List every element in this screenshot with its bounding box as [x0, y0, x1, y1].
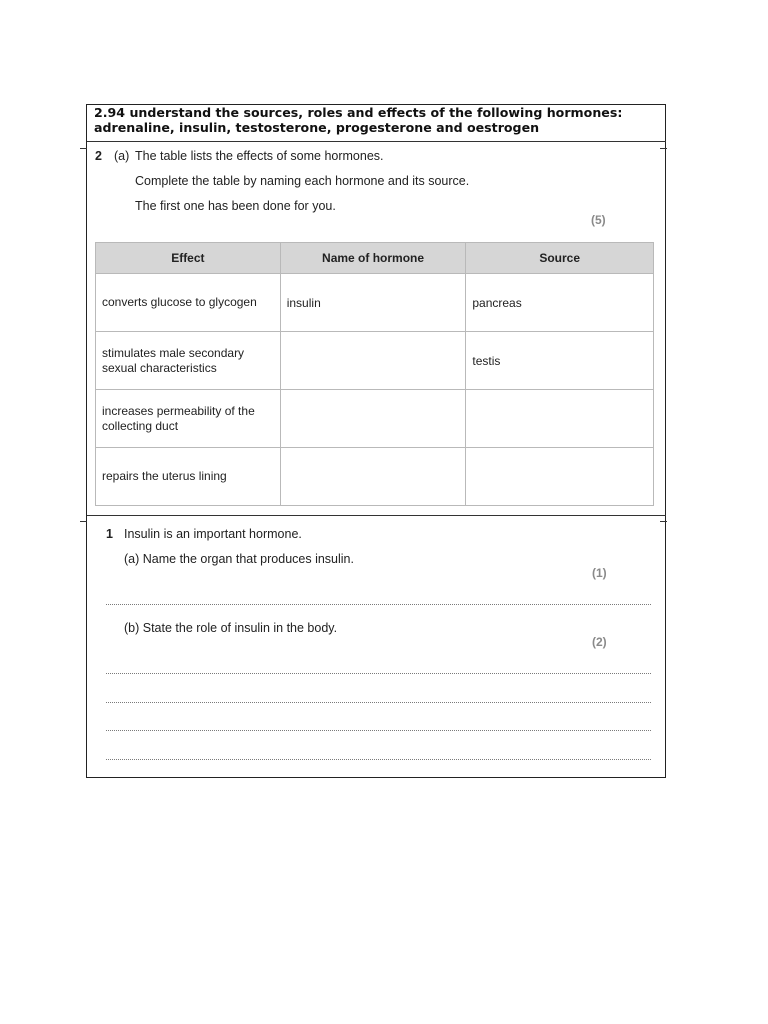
- effect-cell: [96, 448, 281, 506]
- answer-line-1b[interactable]: [106, 730, 651, 731]
- effect-cell: [96, 390, 281, 448]
- answer-line-1b[interactable]: [106, 673, 651, 674]
- effect-text: sexual characteristics: [102, 360, 217, 375]
- question-1a-marks: (1): [592, 566, 607, 580]
- question-1b-marks: (2): [592, 635, 607, 649]
- table-header-row: [96, 243, 654, 274]
- source-cell[interactable]: [466, 448, 654, 506]
- margin-tick: [80, 148, 87, 149]
- table-row: [96, 274, 654, 332]
- question-2-marks: (5): [591, 213, 606, 227]
- table-row: [96, 390, 654, 448]
- effect-text: repairs the uterus lining: [102, 469, 227, 483]
- effect-text: increases permeability of the: [102, 403, 255, 418]
- question-1-intro: Insulin is an important hormone.: [124, 527, 302, 541]
- header-hormone-name: Name of hormone: [280, 243, 466, 274]
- effect-text: collecting duct: [102, 418, 179, 433]
- hormone-cell[interactable]: [280, 332, 466, 390]
- table-row: [96, 332, 654, 390]
- source-cell[interactable]: testis: [466, 332, 654, 390]
- effect-cell: [96, 274, 281, 332]
- question-2-intro: The table lists the effects of some hormones.: [135, 149, 384, 163]
- spec-line-2: adrenaline, insulin, testosterone, progesterone and oestrogen: [94, 120, 540, 135]
- question-1-part-a: (a) Name the organ that produces insulin.: [124, 552, 354, 566]
- effect-text: stimulates male secondary: [102, 345, 245, 360]
- answer-line-1a[interactable]: [106, 604, 651, 605]
- hormone-cell[interactable]: [280, 448, 466, 506]
- source-cell[interactable]: [466, 390, 654, 448]
- effect-cell: [96, 332, 281, 390]
- question-2-example-note: The first one has been done for you.: [135, 199, 336, 213]
- table-row: [96, 448, 654, 506]
- spec-line-1: 2.94 understand the sources, roles and effects of the following hormones:: [94, 105, 623, 120]
- question-2-part-a: (a): [114, 149, 130, 163]
- specification-header: [94, 105, 664, 135]
- answer-line-1b[interactable]: [106, 702, 651, 703]
- hormone-cell[interactable]: insulin: [280, 274, 466, 332]
- question-2-number: 2: [95, 149, 102, 163]
- margin-tick: [660, 521, 667, 522]
- hormone-cell[interactable]: [280, 390, 466, 448]
- margin-tick: [660, 148, 667, 149]
- effect-text: converts glucose to glycogen: [102, 295, 257, 309]
- question-1-number: 1: [106, 527, 113, 541]
- margin-tick: [80, 521, 87, 522]
- top-divider: [87, 141, 666, 142]
- middle-divider: [87, 515, 666, 516]
- question-1-part-b: (b) State the role of insulin in the body.: [124, 621, 338, 635]
- hormone-table: [95, 242, 654, 506]
- header-effect: Effect: [96, 243, 281, 274]
- source-cell[interactable]: pancreas: [466, 274, 654, 332]
- question-2-instruction: Complete the table by naming each hormone and its source.: [135, 174, 470, 188]
- header-source: Source: [466, 243, 654, 274]
- answer-line-1b[interactable]: [106, 759, 651, 760]
